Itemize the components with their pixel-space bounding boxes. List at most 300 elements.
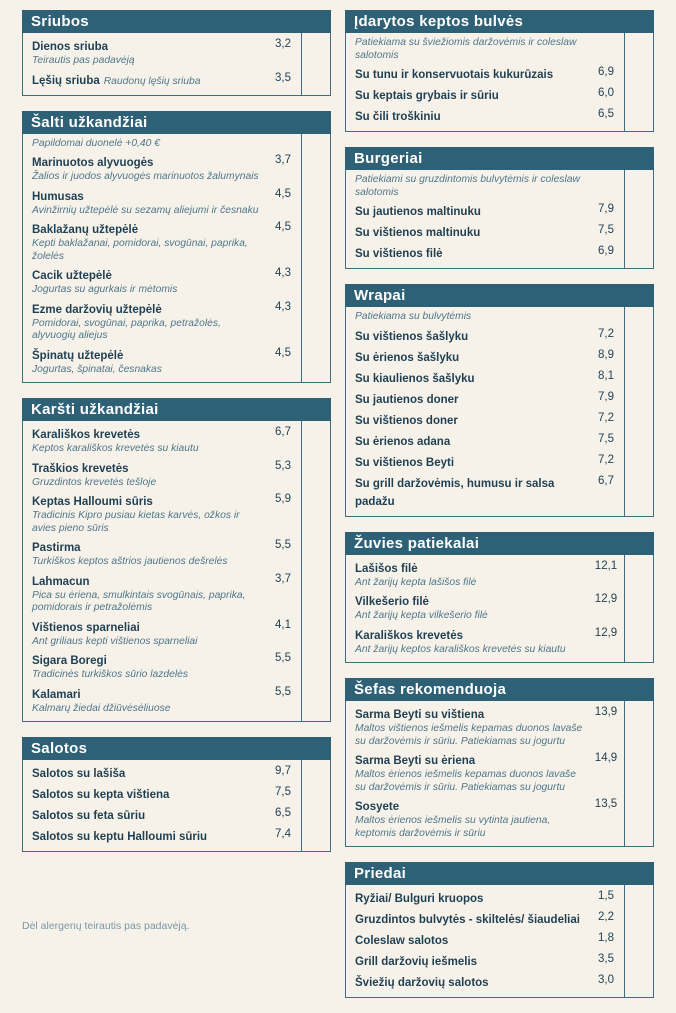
price-column — [301, 33, 330, 95]
menu-item-line — [355, 411, 614, 429]
dish-price: 5,5 — [275, 652, 291, 664]
menu-item-main — [32, 827, 269, 845]
dish-name: Marinuotos alyvuogės — [32, 157, 154, 169]
item-list — [23, 33, 301, 95]
menu-item-main — [355, 369, 592, 387]
dish-name: Karališkos krevetės — [355, 629, 464, 642]
menu-item — [32, 827, 291, 845]
menu-item-main — [32, 785, 269, 803]
item-list — [346, 885, 624, 997]
dish-price: 4,3 — [275, 267, 291, 279]
dish-name: Traškios krevetės — [32, 462, 129, 475]
menu-item-line — [355, 626, 618, 644]
menu-item-line — [32, 153, 291, 171]
section-body — [22, 421, 331, 722]
dish-price: 7,5 — [275, 786, 291, 798]
menu-item — [32, 806, 291, 824]
dish-description: Kalmarų žiedai džiūvėsėliuose — [32, 702, 171, 714]
dish-name: Su tunu ir konservuotais kukurūzais — [355, 69, 554, 81]
menu-item-line — [355, 202, 614, 220]
section-body — [22, 33, 331, 96]
price-column — [624, 33, 653, 131]
price-column — [624, 170, 653, 268]
dish-description: Maltos ėrienos iešmelis su vytinta jautiena, keptomis daržovėmis ir sūriu — [355, 815, 551, 839]
menu-item — [355, 797, 618, 840]
item-list — [346, 555, 624, 663]
menu-item-line — [355, 86, 614, 104]
dish-name: Su keptais grybais ir sūriu — [355, 90, 499, 102]
right-column — [345, 10, 654, 1013]
dish-description: Ant žarijų kepta lašišos filė — [355, 576, 477, 588]
section-karsti-uzkandziai — [22, 398, 331, 722]
menu-item — [32, 266, 291, 297]
dish-name: Baklažanų užtepėlė — [32, 224, 139, 236]
dish-price: 5,9 — [275, 493, 291, 505]
dish-description: Jogurtas su agurkais ir mėtomis — [32, 284, 178, 295]
dish-price: 4,5 — [275, 221, 291, 233]
dish-name: Grill daržovių iešmelis — [355, 956, 478, 968]
dish-description: Pomidorai, svogūnai, paprika, petražolės, alyvuogių aliejus — [32, 317, 221, 341]
section-note: Papildomai duonelė +0,40 € — [32, 137, 160, 149]
dish-name: Su ėrienos šašlyku — [355, 351, 460, 364]
menu-item-main — [355, 223, 592, 241]
dish-description: Maltos ėrienos iešmelis kepamas duonos lavaše su daržovėmis ir sūriu. Patiekiamas su jogurtu — [355, 769, 576, 793]
menu-item — [32, 37, 291, 68]
dish-price: 7,4 — [275, 828, 291, 840]
dish-name: Sigara Boregi — [32, 655, 107, 667]
dish-price: 5,5 — [275, 539, 291, 551]
dish-name: Su vištienos doner — [355, 414, 458, 427]
menu-item-line — [355, 244, 614, 262]
dish-name: Vilkešerio filė — [355, 596, 429, 608]
dish-name: Salotos su keptu Halloumi sūriu — [32, 831, 208, 843]
menu-item-main — [355, 952, 592, 970]
dish-price: 7,2 — [598, 411, 614, 424]
section-note: Patiekiama su šviežiomis daržovėmis ir coleslaw salotomis — [355, 37, 577, 61]
dish-name: Coleslaw salotos — [355, 935, 449, 947]
menu-item-line — [32, 220, 291, 238]
dish-description: Maltos vištienos iešmelis kepamas duonos lavaše su daržovėmis ir sūriu. Patiekiamas su jogurtu — [355, 723, 583, 747]
dish-name: Su jautienos doner — [355, 393, 459, 406]
menu-item — [355, 559, 618, 590]
menu-item — [32, 459, 291, 490]
section-priedai — [345, 862, 654, 998]
menu-item — [355, 931, 614, 949]
menu-item — [32, 785, 291, 803]
item-list — [346, 701, 624, 846]
menu-item — [355, 910, 614, 928]
allergen-note: Dėl alergenų teirautis pas padavėją. — [22, 920, 190, 932]
dish-name: Salotos su kepta vištiena — [32, 789, 170, 801]
menu-item — [355, 327, 614, 345]
section-note: Patiekiami su gruzdintomis bulvytėmis ir coleslaw salotomis — [355, 174, 580, 198]
section-body — [22, 760, 331, 852]
menu-item-line — [32, 572, 291, 590]
section-salotos — [22, 737, 331, 852]
dish-name: Su kiaulienos šašlyku — [355, 372, 475, 385]
price-column — [624, 701, 653, 846]
menu-item — [32, 492, 291, 535]
menu-item-line — [32, 266, 291, 284]
menu-item — [32, 187, 291, 218]
menu-item-line — [355, 390, 614, 408]
dish-price: 7,5 — [598, 432, 614, 445]
menu-item-line — [32, 538, 291, 556]
dish-description: Pica su ėriena, smulkintais svogūnais, paprika, pomidorais ir petražolėmis — [32, 589, 246, 613]
menu-item-line — [32, 806, 291, 824]
dish-price: 3,0 — [598, 974, 614, 986]
menu-item-main — [32, 187, 269, 205]
menu-item-main — [355, 432, 592, 450]
dish-description: Gruzdintos krevetės tešloje — [32, 476, 157, 488]
menu-item-main — [32, 685, 269, 703]
menu-item-line — [355, 889, 614, 907]
menu-item-main — [32, 538, 269, 556]
dish-price: 7,9 — [598, 390, 614, 403]
section-idarytos-keptos-bulves — [345, 10, 654, 132]
dish-name: Su grill daržovėmis, humusu ir salsa padažu — [355, 477, 555, 508]
dish-price: 4,1 — [275, 618, 291, 631]
dish-name: Sosyete — [355, 801, 400, 813]
dish-description: Jogurtas, špinatai, česnakas — [32, 363, 162, 375]
dish-description: Keptos karališkos krevetės su kiautu — [32, 443, 199, 454]
menu-item-line — [32, 425, 291, 443]
menu-item — [355, 592, 618, 623]
price-column — [624, 885, 653, 997]
menu-item-main — [355, 559, 592, 577]
section-title: Wrapai — [345, 284, 654, 307]
section-zuvies-patiekalai — [345, 532, 654, 664]
section-body — [345, 555, 654, 664]
menu-item — [32, 685, 291, 716]
menu-item — [355, 369, 614, 387]
menu-item — [355, 952, 614, 970]
dish-price: 6,5 — [598, 108, 614, 120]
dish-price: 4,3 — [275, 300, 291, 313]
price-column — [301, 421, 330, 721]
section-body — [345, 701, 654, 847]
dish-price: 1,8 — [598, 932, 614, 944]
menu-item — [355, 107, 614, 125]
dish-price: 3,5 — [275, 71, 291, 84]
menu-item — [355, 751, 618, 794]
menu-item-line — [355, 348, 614, 366]
menu-item-main — [355, 973, 592, 991]
dish-description: Ant žarijų keptos karališkos krevetės su kiautu — [355, 643, 566, 655]
menu-item-main — [355, 244, 592, 262]
dish-name: Su ėrienos adana — [355, 435, 451, 448]
menu-item-line — [32, 651, 291, 669]
menu-item-line — [355, 592, 618, 610]
section-title: Salotos — [22, 737, 331, 760]
section-sriubos — [22, 10, 331, 96]
dish-price: 13,5 — [594, 798, 618, 810]
dish-price: 2,2 — [598, 911, 614, 923]
dish-name: Su vištienos maltinuku — [355, 227, 481, 239]
dish-price: 7,5 — [598, 224, 614, 236]
menu-item-line — [32, 187, 291, 205]
menu-item — [32, 346, 291, 377]
dish-name: Ryžiai/ Bulguri kruopos — [355, 893, 484, 905]
dish-name: Ezme daržovių užtepėlė — [32, 303, 162, 316]
dish-price: 3,7 — [275, 572, 291, 585]
menu-item-line — [32, 492, 291, 510]
dish-price: 4,5 — [275, 346, 291, 359]
dish-price: 6,7 — [275, 426, 291, 438]
section-note: Patiekiama su bulvytėmis — [355, 311, 472, 322]
menu-item-main — [32, 37, 269, 55]
dish-name: Cacik užtepėlė — [32, 270, 112, 282]
menu-item — [32, 764, 291, 782]
dish-price: 12,1 — [594, 559, 618, 572]
menu-item-line — [355, 910, 614, 928]
left-column — [22, 10, 331, 867]
dish-name: Su vištienos filė — [355, 248, 443, 260]
menu-item-main — [355, 86, 592, 104]
price-column — [301, 134, 330, 383]
menu-item-main — [355, 474, 592, 510]
menu-item-main — [355, 931, 592, 949]
dish-price: 8,1 — [598, 369, 614, 382]
dish-price: 6,5 — [275, 807, 291, 819]
menu-item-line — [355, 931, 614, 949]
dish-name: Sarma Beyti su vištiena — [355, 709, 485, 721]
section-burgeriai — [345, 147, 654, 269]
menu-item — [355, 889, 614, 907]
menu-item — [32, 572, 291, 615]
dish-name: Keptas Halloumi sūris — [32, 496, 153, 508]
menu-item — [355, 411, 614, 429]
menu-item — [32, 425, 291, 456]
menu-item-line — [355, 559, 618, 577]
item-list — [346, 307, 624, 516]
menu-item — [32, 618, 291, 649]
dish-description: Ant žarijų kepta vilkešerio filė — [355, 610, 488, 621]
dish-name: Su jautienos maltinuku — [355, 206, 481, 218]
menu-item — [32, 220, 291, 263]
menu-item-line — [32, 685, 291, 703]
item-list — [23, 760, 301, 851]
dish-name: Sarma Beyti su ėriena — [355, 755, 476, 767]
dish-name: Lęšių sriuba — [32, 74, 100, 87]
menu-item-line — [32, 459, 291, 477]
menu-item-main — [355, 348, 592, 366]
dish-name: Humusas — [32, 190, 84, 203]
menu-item-main — [355, 202, 592, 220]
dish-price: 5,3 — [275, 459, 291, 472]
dish-description: Avinžirnių užtepėlė su sezamų aliejumi ir česnaku — [32, 204, 259, 216]
menu-item-line — [355, 369, 614, 387]
menu-item-main — [355, 705, 592, 723]
section-title: Žuvies patiekalai — [345, 532, 654, 555]
dish-description: Ant griliaus kepti vištienos sparneliai — [32, 635, 198, 647]
menu-item-main — [355, 65, 592, 83]
menu-item-main — [355, 592, 592, 610]
dish-price: 8,9 — [598, 348, 614, 361]
dish-description: Teirautis pas padavėją — [32, 55, 135, 66]
menu-item-line — [32, 764, 291, 782]
section-title: Sriubos — [22, 10, 331, 33]
dish-description: Kepti baklažanai, pomidorai, svogūnai, paprika, žolelės — [32, 238, 248, 262]
section-body — [22, 134, 331, 384]
menu-item-main — [355, 390, 592, 408]
dish-price: 5,5 — [275, 685, 291, 698]
menu-item-line — [355, 223, 614, 241]
dish-name: Vištienos sparneliai — [32, 621, 140, 634]
menu-item — [355, 86, 614, 104]
menu-item-main — [32, 346, 269, 364]
menu-item — [355, 202, 614, 220]
menu-item-line — [355, 751, 618, 769]
menu-item — [355, 390, 614, 408]
dish-name: Salotos su lašiša — [32, 768, 126, 780]
section-title: Burgeriai — [345, 147, 654, 170]
menu-item-line — [355, 107, 614, 125]
menu-item-line — [32, 618, 291, 636]
price-column — [624, 555, 653, 663]
menu-item-line — [355, 65, 614, 83]
menu-item-line — [355, 973, 614, 991]
dish-name: Su čili troškiniu — [355, 111, 441, 123]
menu-item — [32, 71, 291, 89]
dish-name: Lahmacun — [32, 575, 90, 588]
menu-item — [355, 65, 614, 83]
dish-name: Su vištienos Beyti — [355, 456, 455, 469]
dish-name: Dienos sriuba — [32, 41, 109, 53]
menu-item — [355, 453, 614, 471]
dish-price: 4,5 — [275, 187, 291, 200]
menu-item-main — [32, 71, 269, 89]
dish-price: 6,9 — [598, 66, 614, 78]
menu-item-line — [32, 785, 291, 803]
menu-item-line — [32, 71, 291, 89]
menu-item-main — [32, 459, 269, 477]
menu-item-line — [32, 37, 291, 55]
menu-item-main — [32, 220, 269, 238]
section-title: Šefas rekomenduoja — [345, 678, 654, 701]
menu-item — [355, 626, 618, 657]
menu-item-line — [355, 327, 614, 345]
menu-item — [32, 300, 291, 343]
menu-item-line — [355, 705, 618, 723]
dish-description: Žalios ir juodos alyvuogės marinuotos žalumynais — [32, 171, 259, 182]
menu-item-main — [32, 153, 269, 171]
dish-price: 7,9 — [598, 203, 614, 215]
section-title: Įdarytos keptos bulvės — [345, 10, 654, 33]
menu-item-main — [355, 889, 592, 907]
dish-price: 13,9 — [594, 706, 618, 718]
dish-name: Salotos su feta sūriu — [32, 810, 146, 822]
dish-price: 12,9 — [594, 593, 618, 605]
section-wrapai — [345, 284, 654, 517]
dish-name: Karališkos krevetės — [32, 429, 141, 441]
section-salti-uzkandziai — [22, 111, 331, 384]
dish-description: Tradicinės turkiškos sūrio lazdelės — [32, 669, 189, 680]
menu-item-line — [355, 474, 614, 510]
menu-item-line — [32, 346, 291, 364]
section-title: Šalti užkandžiai — [22, 111, 331, 134]
menu-item-main — [32, 806, 269, 824]
section-body — [345, 170, 654, 269]
section-body — [345, 33, 654, 132]
menu-item-main — [32, 618, 269, 636]
dish-description: Tradicinis Kipro pusiau kietas karvės, ožkos ir avies pieno sūris — [32, 510, 240, 534]
menu-item-main — [32, 492, 269, 510]
section-title: Priedai — [345, 862, 654, 885]
menu-item-line — [355, 453, 614, 471]
dish-price: 6,9 — [598, 245, 614, 257]
item-list — [23, 421, 301, 721]
section-body — [345, 885, 654, 998]
dish-description: Raudonų lęšių sriuba — [103, 75, 201, 87]
price-column — [624, 307, 653, 516]
dish-price: 6,0 — [598, 87, 614, 99]
menu-item-main — [32, 651, 269, 669]
dish-name: Pastirma — [32, 542, 81, 554]
menu-item — [355, 348, 614, 366]
dish-price: 9,7 — [275, 765, 291, 777]
dish-name: Gruzdintos bulvytės - skiltelės/ šiaudeliai — [355, 914, 580, 926]
menu-item-line — [355, 952, 614, 970]
menu-item-line — [355, 797, 618, 815]
item-list — [346, 33, 624, 131]
dish-name: Lašišos filė — [355, 562, 418, 575]
section-title: Karšti užkandžiai — [22, 398, 331, 421]
dish-price: 3,5 — [598, 953, 614, 965]
menu-item-main — [355, 626, 592, 644]
menu-item-main — [355, 411, 592, 429]
menu-item — [32, 538, 291, 569]
menu-item-line — [355, 432, 614, 450]
dish-price: 7,2 — [598, 453, 614, 466]
menu-item-main — [355, 453, 592, 471]
menu-item — [355, 973, 614, 991]
menu-item — [32, 651, 291, 682]
menu-item — [355, 474, 614, 510]
dish-price: 7,2 — [598, 327, 614, 340]
dish-price: 1,5 — [598, 890, 614, 902]
menu-item-main — [355, 327, 592, 345]
menu-item-line — [32, 300, 291, 318]
menu-item-main — [32, 425, 269, 443]
dish-price: 3,7 — [275, 154, 291, 166]
menu-item-main — [355, 107, 592, 125]
dish-price: 14,9 — [594, 752, 618, 764]
dish-price: 6,7 — [598, 474, 614, 487]
menu-item — [355, 244, 614, 262]
dish-name: Su vištienos šašlyku — [355, 330, 469, 343]
dish-price: 3,2 — [275, 38, 291, 50]
section-sefas-rekomenduoja — [345, 678, 654, 847]
dish-name: Špinatų užtepėlė — [32, 349, 124, 362]
menu-item-main — [32, 764, 269, 782]
item-list — [346, 170, 624, 268]
menu-item — [355, 705, 618, 748]
menu-item — [355, 432, 614, 450]
menu-item-main — [355, 751, 592, 769]
dish-description: Turkiškos keptos aštrios jautienos dešrelės — [32, 556, 228, 567]
price-column — [301, 760, 330, 851]
dish-name: Šviežių daržovių salotos — [355, 977, 489, 989]
menu-item-main — [32, 300, 269, 318]
dish-price: 12,9 — [594, 626, 618, 639]
menu-item-main — [355, 797, 592, 815]
menu-item — [355, 223, 614, 241]
menu-item-main — [355, 910, 592, 928]
menu-item-main — [32, 266, 269, 284]
menu-item — [32, 153, 291, 184]
dish-name: Kalamari — [32, 688, 81, 701]
